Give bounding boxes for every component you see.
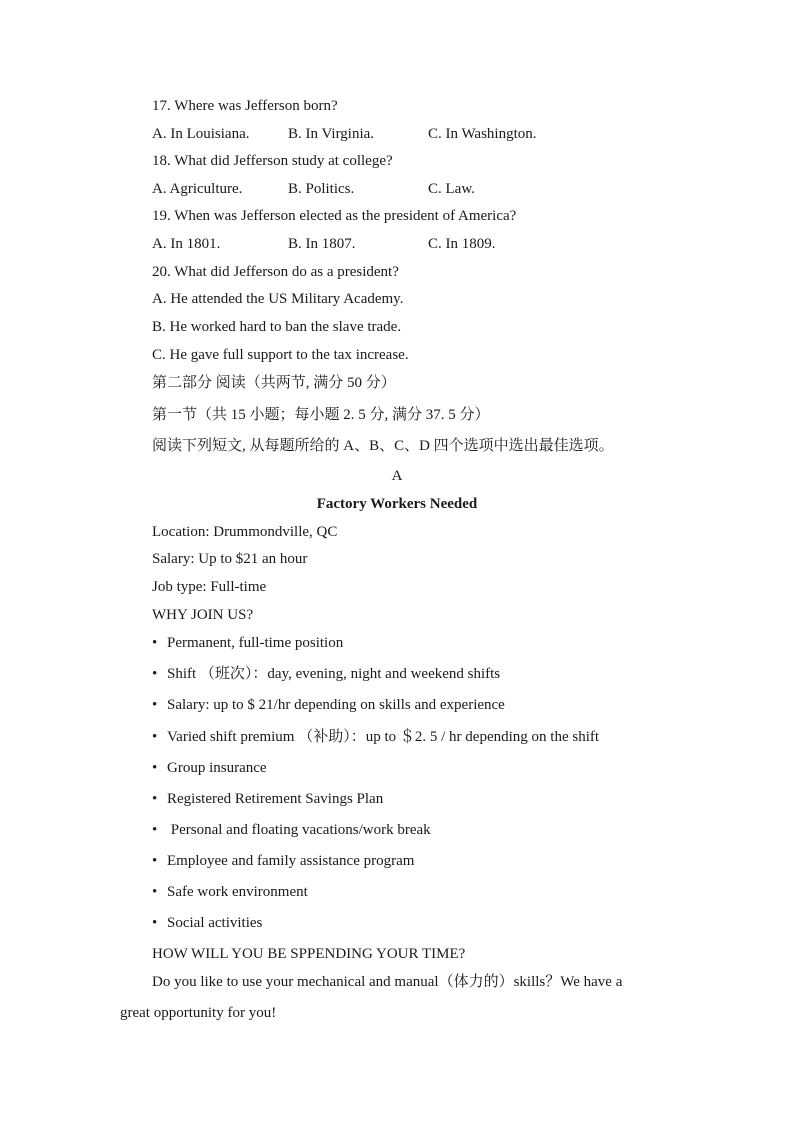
question-20-option-a: A. He attended the US Military Academy. xyxy=(152,291,404,307)
instruction: 阅读下列短文, 从每题所给的 A、B、C、D 四个选项中选出最佳选项。 xyxy=(152,438,614,454)
bullet-icon: • xyxy=(152,635,158,651)
part-title: 第二部分 阅读（共两节, 满分 50 分） xyxy=(152,375,396,391)
bullet-icon: • xyxy=(152,791,158,807)
bullet-icon: • xyxy=(152,666,158,682)
bullet-text: Group insurance xyxy=(167,760,267,776)
list-item xyxy=(152,664,500,684)
list-item xyxy=(152,882,308,902)
bullet-icon: • xyxy=(152,822,158,838)
list-item xyxy=(152,727,599,747)
job-salary: Salary: Up to $21 an hour xyxy=(152,551,308,567)
list-item xyxy=(152,758,267,778)
question-19-option-a: A. In 1801. xyxy=(152,236,221,252)
question-17-option-b: B. In Virginia. xyxy=(288,126,375,142)
bullet-icon: • xyxy=(152,884,158,900)
list-item xyxy=(152,789,383,809)
passage-letter: A xyxy=(391,468,403,484)
bullet-text: Varied shift premium （补助）：up to ＄2. 5 / hr depending on the shift xyxy=(167,729,600,745)
question-17-option-c: C. In Washington. xyxy=(428,126,537,142)
job-location: Location: Drummondville, QC xyxy=(152,524,338,540)
question-20-stem: 20. What did Jefferson do as a president? xyxy=(152,264,399,280)
bullet-icon: • xyxy=(152,729,158,745)
question-19-option-b: B. In 1807. xyxy=(288,236,356,252)
question-20-option-c: C. He gave full support to the tax increase. xyxy=(152,347,409,363)
job-type: Job type: Full-time xyxy=(152,579,267,595)
list-item xyxy=(152,913,262,933)
bullet-icon: • xyxy=(152,915,158,931)
time-heading: HOW WILL YOU BE SPPENDING YOUR TIME? xyxy=(152,946,466,962)
closing-paragraph-line1: Do you like to use your mechanical and manual（体力的）skills？We have a xyxy=(152,974,623,990)
why-join-heading: WHY JOIN US? xyxy=(152,607,254,623)
question-18-option-b: B. Politics. xyxy=(288,181,355,197)
question-18-option-c: C. Law. xyxy=(428,181,475,197)
bullet-text: Social activities xyxy=(167,915,263,931)
list-item xyxy=(152,820,431,840)
question-18-option-a: A. Agriculture. xyxy=(152,181,243,197)
question-19-stem: 19. When was Jefferson elected as the president of America? xyxy=(152,208,517,224)
bullet-icon: • xyxy=(152,760,158,776)
question-19-option-c: C. In 1809. xyxy=(428,236,496,252)
subsection-title: 第一节（共 15 小题；每小题 2. 5 分, 满分 37. 5 分） xyxy=(152,407,490,423)
list-item xyxy=(152,851,414,871)
question-17-option-a: A. In Louisiana. xyxy=(152,126,250,142)
list-item xyxy=(152,695,505,715)
bullet-icon: • xyxy=(152,853,158,869)
bullet-text: Shift （班次）：day, evening, night and weekend shifts xyxy=(167,666,501,682)
bullet-text: Safe work environment xyxy=(167,884,308,900)
question-17-stem: 17. Where was Jefferson born? xyxy=(152,98,338,114)
question-20-option-b: B. He worked hard to ban the slave trade. xyxy=(152,319,402,335)
bullet-text: Employee and family assistance program xyxy=(167,853,415,869)
bullet-text: Permanent, full-time position xyxy=(167,635,344,651)
closing-paragraph-line2: great opportunity for you! xyxy=(120,1005,277,1021)
passage-title: Factory Workers Needed xyxy=(316,496,478,512)
bullet-text: Registered Retirement Savings Plan xyxy=(167,791,384,807)
question-18-stem: 18. What did Jefferson study at college? xyxy=(152,153,393,169)
list-item xyxy=(152,633,343,653)
bullet-icon: • xyxy=(152,697,158,713)
bullet-text: Salary: up to $ 21/hr depending on skills and experience xyxy=(167,697,505,713)
bullet-text: Personal and floating vacations/work break xyxy=(167,822,431,838)
